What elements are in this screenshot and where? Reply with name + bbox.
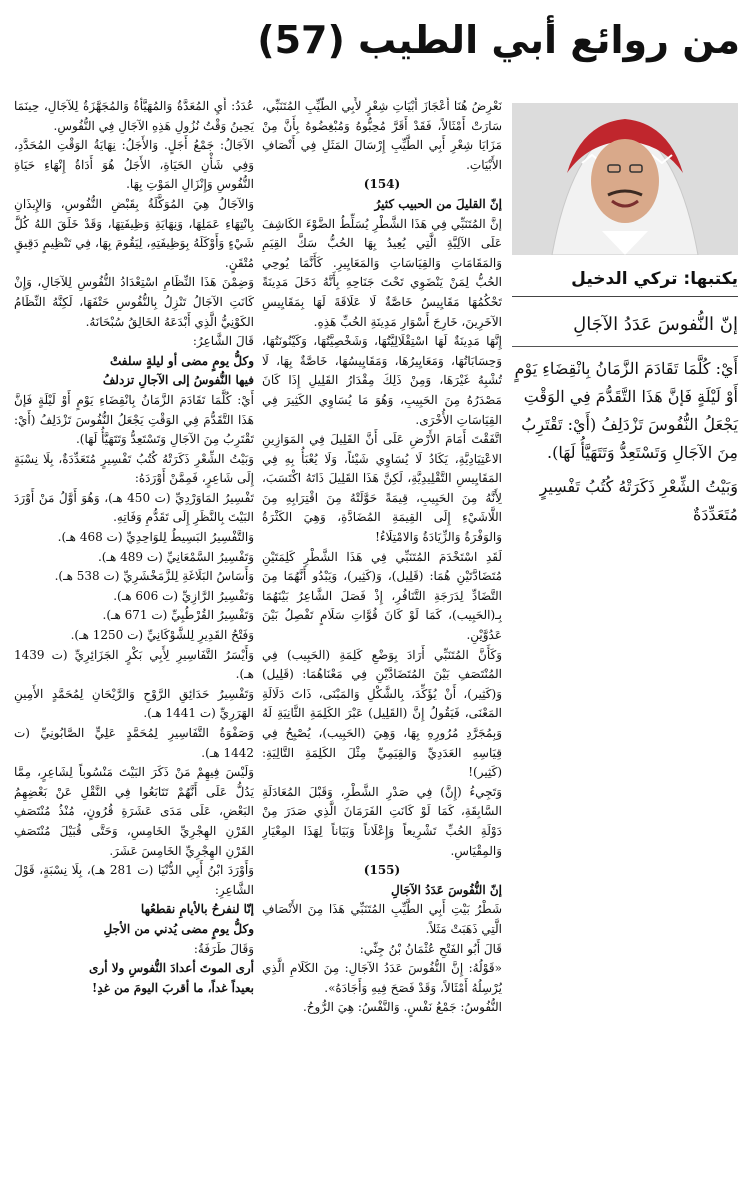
citation-item: تَفْسِيرُ المَاوَرْدِيِّ (ت 450 هـ)، وَهُوَ أَوَّلُ مَنْ أَوْرَدَ البَيْتَ بِالنَّظَرِ إِلَى تَقَدُّمِ وَفَاتِهِ.	[14, 490, 254, 525]
paragraph: وَأَوْرَدَ ابْنُ أَبِي الدُّنْيَا (ت 281 هـ)، بِلَا نِسْبَةٍ، قَوْلَ الشَّاعِرِ:	[14, 863, 254, 897]
paragraph: قَالَ الشَّاعِرُ:	[192, 334, 254, 349]
poem-verse: بعيداً غداً، ما أقربَ اليومَ من غدِ!	[92, 980, 254, 995]
poem-verse: أرى الموتَ أعدادَ النُّفوسِ ولا أرى	[89, 961, 254, 976]
citation-item: وَصَفْوَةُ التَّفَاسِيرِ لِمُحَمَّدٍ عَلِيٍّ الصَّابُونِيِّ (ت 1442 هـ).	[14, 726, 254, 760]
poem-verse: وكلُّ يومٍ مضى أو ليلةٍ سلفتْ	[110, 353, 254, 368]
poem-verse: فيها النُّفوسُ إلى الآجالِ تزدلفُ	[102, 373, 254, 388]
author-photo	[512, 103, 738, 255]
citation-item: وَالتَّفْسِيرُ البَسِيطُ لِلوَاحِدِيِّ (ت 468 هـ).	[57, 530, 254, 545]
paragraph: وَبَيْتُ الشِّعْرِ ذَكَرَتْهُ كُتُبُ تَفْسِيرٍ مُتَعَدِّدَةٌ، بِلَا نِسْبَةٍ إِلَى شَاعِرٍ، فَمِمَّنْ أَوْرَدَهُ:	[14, 451, 254, 486]
paragraph: شَطْرُ بَيْتِ أَبِي الطَّيِّبِ المُتَنَبِّي هَذَا مِنَ الأَنْصَافِ الَّتِي ذَهَبَتْ مَثَلاً.	[262, 902, 502, 936]
article-column-right	[262, 97, 502, 1195]
paragraph: عُدَدُ: أَيِ المُعَدَّةُ وَالمُهَيَّأَةُ وَالمُجَهَّزَةُ لِلآجَالِ، حِينَمَا يَحِينُ وَقْتُ نُزُولِ هَذِهِ الآجَالِ فِي النُّفُوسِ.	[14, 99, 254, 133]
section-heading: إنّ القليلَ من الحبيب كثيرُ	[374, 196, 502, 211]
paragraph: قَالَ أَبُو الفَتْحِ عُثْمَانُ بْنُ جِنِّي:	[359, 941, 502, 956]
pull-quote-title: إنّ النُّفوسَ عَدَدُ الآجَالِ	[512, 306, 738, 347]
author-byline: يكتبها: تركي الدخيل	[512, 262, 738, 297]
paragraph: إِنَّهَا مَدِينَةٌ لَهَا اسْتِقْلَالِيَّتُهَا، وَشَخْصِيَّتُهَا، وَكَيْنُونَتُهَا، وَحِسَابَاتُهَا، وَمَعَايِيرُهَا، وَمَقَايِيسُهَا، خَاصَّةٌ بِهَا، لَا تُشْبِهُ غَيْرَهَا، وَمِنْ ذَلِكَ مِقْدَارُ القَلِيلِ إِذَا كَانَ مَصْدَرُهُ مِنَ الحَبِيبِ، وَهُوَ مَا يُسَاوِي الكَثِيرَ فِي القِيَاسَاتِ الأُخْرَى.	[262, 334, 502, 427]
pull-quote-paragraph: أَيْ: كُلَّمَا تَقَادَمَ الزَّمَانُ بِانْقِضَاءِ يَوْمٍ أَوْ لَيْلَةٍ فَإنَّ هَذَا التَّقَدُّمَ فِي الوَقْتِ يَجْعَلُ النُّفُوسَ تَزْدَلِفُ (أَيْ: تَقْتَرِبُ مِنَ الآجَالِ وَتَسْتَعِدُّ وَتَتَهَيَّأُ لَهَا).	[514, 359, 738, 462]
paragraph: وَضِمْنَ هَذَا النِّظَامِ اسْتِعْدَادُ النُّفُوسِ لِلآجَالِ، وَإِنْ كَانَتِ الآجَالُ تَنْزِلُ بِالنُّفُوسِ حَتْفَهَا، لَكِنَّهُ النِّظَامُ الكَوْنِيُّ الَّذِي أَبْدَعَهُ الخَالِقُ سُبْحَانَهُ.	[14, 275, 254, 329]
citation-item: وَتَفْسِيرُ السَّمْعَانِيِّ (ت 489 هـ).	[97, 549, 254, 564]
paragraph: نَعْرِضُ هُنَا أَعْجَازَ أَبْيَاتِ شِعْرٍ لأَبِي الطَّيِّبِ المُتَنَبِّي، سَارَتْ أَمْثَالاً، فَقَدْ أَقَرَّ مُحِبُّوهُ وَمُبْغِضُوهُ بِأَنَّ مِنْ مَزَايَا شِعْرِ أَبِي الطَّيِّبِ إِرْسَالَ المَثَلِ فِي أَنْصَافِ الأَبْيَاتِ.	[262, 99, 502, 172]
citation-item: وَتَفْسِيرُ حَدَائِقِ الرَّوْحِ وَالرَّيْحَانِ لِمُحَمَّدٍ الأَمِينِ الهَرَرِيِّ (ت 1441 هـ).	[14, 686, 254, 721]
citation-item: وَأَسَاسُ البَلَاغَةِ لِلزَّمَخْشَرِيِّ (ت 538 هـ).	[54, 569, 254, 584]
section-heading: إنّ النُّفُوسَ عَدَدُ الآجَالِ	[391, 882, 502, 897]
citation-item: وَتَفْسِيرُ القُرْطُبِيِّ (ت 671 هـ).	[102, 608, 254, 623]
article-title: من روائع أبي الطيب (57)	[257, 18, 740, 62]
citation-item: وَتَفْسِيرُ الرَّازِيِّ (ت 606 هـ).	[113, 588, 254, 603]
paragraph: وَكَأَنَّ المُتَنَبِّي أَرَادَ بِوَضْعِ كَلِمَةِ (الحَبِيب) فِي المُنْتَصَفِ بَيْنَ المُتَضَادَّيْنِ فِي مَعْنَاهُمَا: (قَلِيل) وَ(كَثِير)، أَنْ يُؤَكِّدَ، بِالشَّكْلِ وَالمَبْنَى، ذَاتَ دَلَالَةِ المَعْنَى، فَيَقُولُ إِنَّ (القَلِيل) عَبْرَ الكَلِمَةِ الثَّانِيَةِ لَهُ وَبِمُجَرَّدِ مُرُورِهِ بِهَا، وَهِيَ (الحَبِيب)، يُصْبِحُ فِي قِيَاسِهِ العَدَدِيِّ وَالقِيَمِيِّ مِثْلَ الكَلِمَةِ التَّالِيَةِ: (كَثِير)!	[262, 647, 502, 780]
paragraph: «قَوْلُهُ: إِنَّ النُّفُوسَ عَدَدُ الآجَالِ: مِنَ الكَلَامِ الَّذِي يُرْسِلُهُ أَمْثَالاً، وَقَدْ فَصَحَ فِيهِ وَأَجَادَهُ».	[262, 961, 502, 995]
article-column-left	[14, 97, 254, 1195]
paragraph: وَلَيْسَ فِيهِمْ مَنْ ذَكَرَ البَيْتَ مَنْسُوباً لِشَاعِرٍ، مِمَّا يَدُلُّ عَلَى أَنَّهُمْ تَتَابَعُوا فِي النَّقْلِ عَنْ بَعْضِهِمُ البَعْضِ، عَلَى مَدَى عَشَرَةِ قُرُونٍ، مُنْذُ مُنْتَصَفِ القَرْنِ الهِجْرِيِّ الخَامِسِ، وَحَتَّى قُبَيْلَ مُنْتَصَفِ القَرْنِ الهِجْرِيِّ الخَامِسَ عَشَرَ.	[14, 765, 254, 858]
pull-quote-paragraph: وَبَيْتُ الشِّعْرِ ذَكَرَتْهُ كُتُبُ تَفْسِيرٍ مُتَعَدِّدَةٌ	[539, 477, 738, 524]
section-number: (155)	[363, 863, 401, 878]
poem-verse: وكلُّ يومٍ مضى يُدني من الأجلِ	[103, 921, 254, 936]
section-number: (154)	[363, 177, 401, 192]
citation-item: وَأَيْسَرُ التَّفَاسِيرِ لِأَبِي بَكْرٍ الجَزَائِرِيِّ (ت 1439 هـ).	[14, 647, 254, 682]
paragraph: وَتَجِيءُ (إِنَّ) فِي صَدْرِ الشَّطْرِ، وَقَبْلَ المُعَادَلَةِ السَّابِقَةِ، كَمَا لَوْ كَانَتِ الفَرَمَانَ الَّذِي صَدَرَ مِنْ دَوْلَةِ الحُبِّ تَشْرِيعاً وَإِعْلَاناً وَبَيَاناً لِهَذَا المِعْيَارِ وَالمِقْيَاسِ.	[262, 784, 502, 858]
citation-item: وَفَتْحُ القَدِيرِ لِلشَّوْكَانِيِّ (ت 1250 هـ).	[70, 628, 254, 643]
paragraph: اتَّفَقْتَ أَمَامَ الأَرْضِ عَلَى أَنَّ القَلِيلَ فِي المَوَازِينِ الاعْتِيَادِيَّةِ، يَكَادُ لَا يُسَاوِي شَيْئاً، وَلَا يُعْبَأُ بِهِ فِي المَقَايِيسِ التَّقْلِيدِيَّةِ، لَكِنَّ هَذَا القَلِيلَ ذَاتَهُ اكْتَسَبَ، لِأَنَّهُ مِنَ الحَبِيبِ، قِيمَةً حَوَّلَتْهُ مِنَ اقْتِرَابِهِ مِنَ اللَّاشَيْءِ إِلَى القِيمَةِ المُضَادَّةِ، وَهِيَ الكَثْرَةُ وَالوَفْرَةُ وَالزِّيَادَةُ وَالامْتِلَاءُ!	[262, 432, 502, 545]
paragraph: إنَّ المُتَنَبِّي فِي هَذَا الشَّطْرِ يُسَلِّطُ الضَّوْءَ الكَاشِفَ عَلَى الآلِيَّةِ الَّتِي يُعِيدُ بِهَا الحُبُّ سَكَّ القِيَمِ وَالمَقَامَاتِ وَالقِيَاسَاتِ وَالمَعَايِيرِ. كَأَنَّمَا يُوحِي الحُبُّ لِمَنْ يَنْضَوِي تَحْتَ جَنَاحِهِ بِأَنَّهُ دَخَلَ مَدِينَةً تَحْكُمُهَا مَقَايِيسُ خَاصَّةٌ لَا عَلَاقَةَ لَهَا بِمَقَايِيسِ الآخَرِينَ، خَارِجَ أَسْوَارِ مَدِينَةِ الحُبِّ هَذِهِ.	[262, 216, 502, 329]
paragraph: أَيْ: كُلَّمَا تَقَادَمَ الزَّمَانُ بِانْقِضَاءِ يَوْمٍ أَوْ لَيْلَةٍ فَإنَّ هَذَا التَّقَدُّمَ فِي الوَقْتِ يَجْعَلُ النُّفُوسَ تَزْدَلِفُ (أَيْ: تَقْتَرِبُ مِنَ الآجَالِ وَتَسْتَعِدُّ وَتَتَهَيَّأُ لَهَا).	[14, 392, 254, 447]
paragraph: لَقَدِ اسْتَخْدَمَ المُتَنَبِّي فِي هَذَا الشَّطْرِ كَلِمَتَيْنِ مُتَضَادَّتَيْنِ هُمَا: (قَلِيل)، وَ(كَثِير)، وَيَبْدُو أَنَّهُمَا مِنَ التَّضَادِّ لِدَرَجَةِ التَّنَافُرِ، إِذْ فَصَلَ الشَّاعِرُ بَيْنَهُمَا بِـ(الحَبِيب)، كَمَا لَوْ كَانَ قُوَّاتِ سَلَامٍ تَفْصِلُ بَيْنَ عَدُوَّيْنِ.	[262, 549, 502, 643]
poem-verse: إنّا لنفرحُ بالأيامِ نقطعُها	[140, 902, 254, 917]
paragraph: الآجَالُ: جَمْعُ أَجَلٍ. وَالأَجَلُ: نِهَايَةُ الوَقْتِ المُحَدَّدِ، وَفِي شَأْنِ الحَيَاةِ، الأَجَلُ هُوَ أَدَاةُ إِنْهَاءِ حَيَاةِ النُّفُوسِ وَإِنْزَالِ المَوْتِ بِهَا.	[14, 138, 254, 192]
paragraph: وَقَالَ طَرَفَةُ:	[193, 941, 254, 956]
paragraph: النُّفُوسُ: جَمْعُ نَفْسٍ. وَالنَّفْسُ: هِيَ الرُّوحُ.	[302, 1000, 502, 1015]
author-portrait-image	[512, 103, 738, 255]
pull-quote	[512, 306, 738, 535]
paragraph: وَالآجَالُ هِيَ المُوَكَّلَةُ بِقَبْضِ النُّفُوسِ، وَالإِيذَانِ بِانْتِهَاءِ عَمَلِهَا، وَنِهَايَةِ وَظِيفَتِهَا، وَقَدْ خَلَقَ اللهُ كُلَّ شَيْءٍ وَأَوْكَلَهُ بِوَظِيفَتِهِ، لِيَقُومَ بِهَا، فِي تَنْظِيمٍ دَقِيقٍ مُتْقَنٍ.	[14, 196, 254, 270]
